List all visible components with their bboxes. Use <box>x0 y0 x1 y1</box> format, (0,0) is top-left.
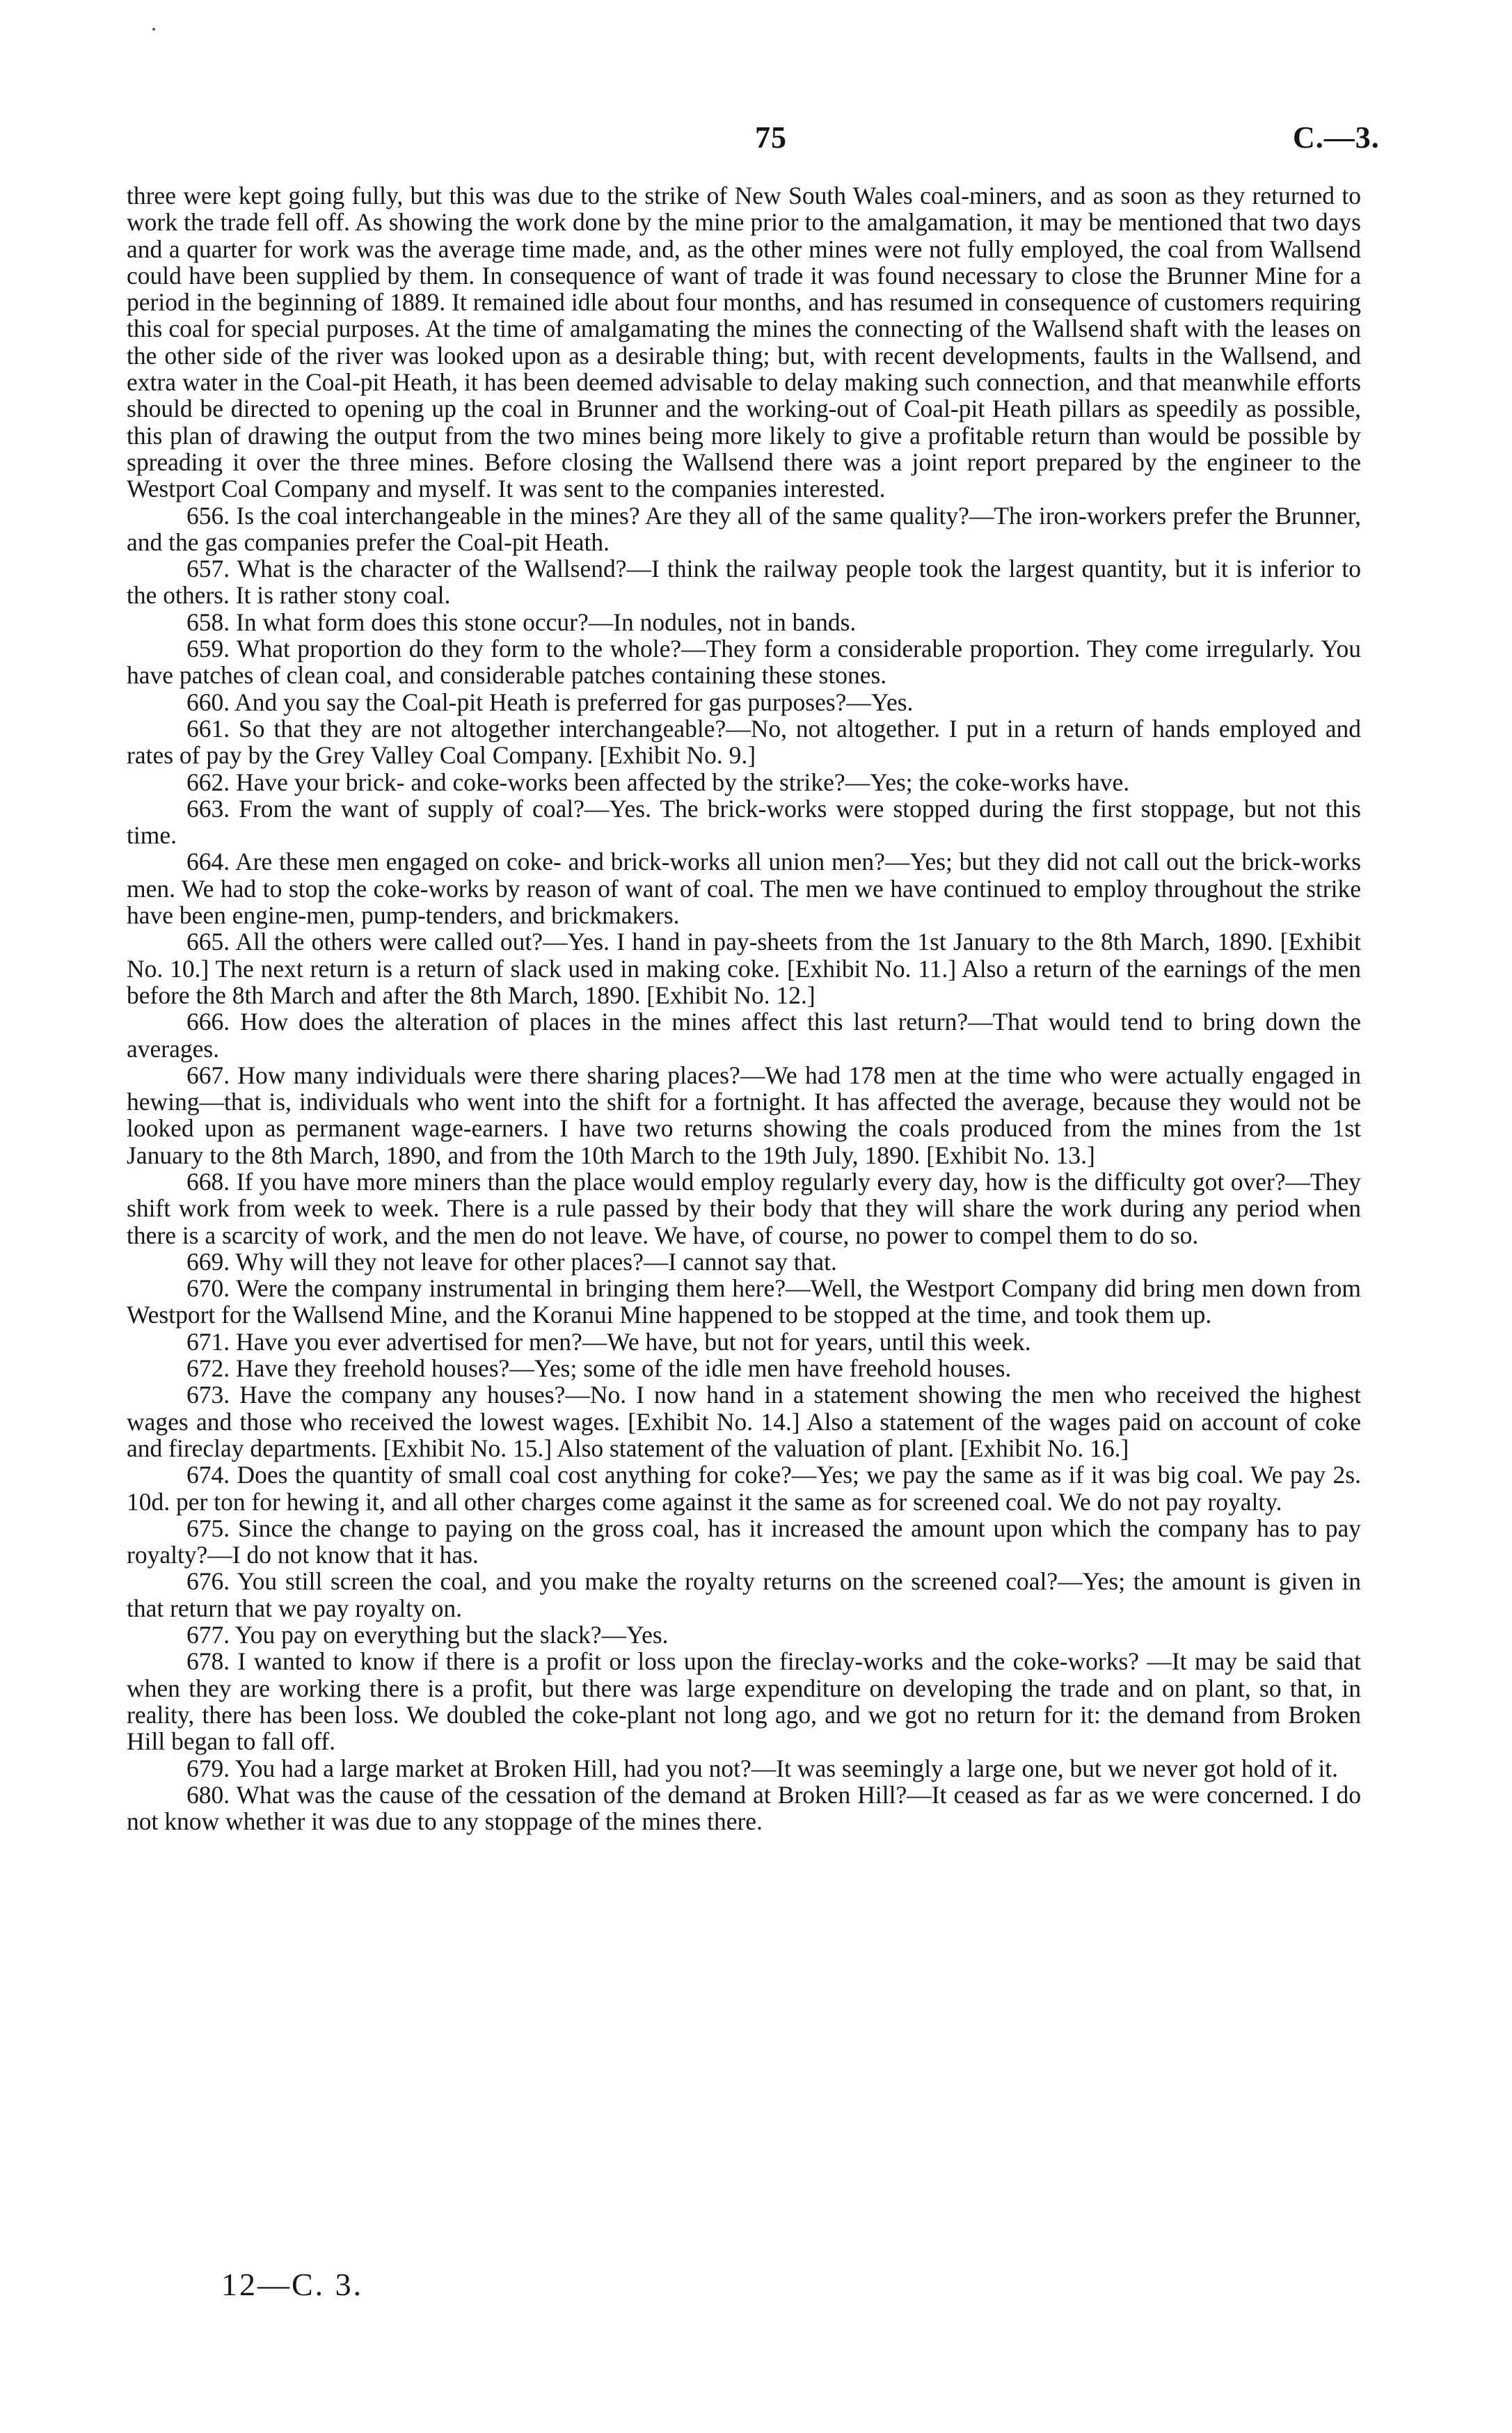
qa-678: 678. I wanted to know if there is a profit or loss upon the fireclay-works and the coke-works? —It may be said that when they are working there is a profit, but there was large expenditure on developing the trade and on plant, so that, in reality, there has been loss. We doubled the coke-plant not long ago, and we got no return for it: the demand from Broken Hill began to fall off. <box>127 1647 1361 1756</box>
document-reference: C.—3. <box>1293 120 1380 154</box>
qa-657: 657. What is the character of the Wallsend?—I think the railway people took the largest quantity, but it is inferior to the others. It is rather stony coal. <box>127 555 1361 610</box>
qa-658: 658. In what form does this stone occur?—In nodules, not in bands. <box>186 608 857 636</box>
qa-668: 668. If you have more miners than the place would employ regularly every day, how is the difficulty got over?—They shift work from week to week. There is a rule passed by their body that they will share the work during any period when there is a scarcity of work, and the men do not leave. We have, of course, no power to compel them to do so. <box>127 1167 1361 1249</box>
body-text <box>127 182 1361 1834</box>
qa-664: 664. Are these men engaged on coke- and brick-works all union men?—Yes; but they did not call out the brick-works men. We had to stop the coke-works by reason of want of coal. The men we have continued to employ throughout the strike have been engine-men, pump-tenders, and brickmakers. <box>127 848 1361 930</box>
signature-mark: 12—C. 3. <box>221 2267 364 2302</box>
qa-665: 665. All the others were called out?—Yes. I hand in pay-sheets from the 1st January to the 8th March, 1890. [Exhibit No. 10.] The next return is a return of slack used in making coke. [Exhibit No. 11.] Also a return of the earnings of the men before the 8th March and after the 8th March, 1890. [Exhibit No. 12.] <box>127 928 1361 1009</box>
qa-659: 659. What proportion do they form to the whole?—They form a considerable proportion. They come irregularly. You have patches of clean coal, and considerable patches containing these stones. <box>127 635 1361 690</box>
qa-670: 670. Were the company instrumental in bringing them here?—Well, the Westport Company did bring men down from Westport for the Wallsend Mine, and the Koranui Mine happened to be stopped at the time, and took them up. <box>127 1274 1361 1329</box>
qa-667: 667. How many individuals were there sharing places?—We had 178 men at the time who were actually engaged in hewing—that is, individuals who went into the shift for a fortnight. It has affected the average, because they would not be looked upon as permanent wage-earners. I have two returns showing the coals produced from the mines from the 1st January to the 8th March, 1890, and from the 10th March to the 19th July, 1890. [Exhibit No. 13.] <box>127 1061 1361 1169</box>
qa-661: 661. So that they are not altogether interchangeable?—No, not altogether. I put in a return of hands employed and rates of pay by the Grey Valley Coal Company. [Exhibit No. 9.] <box>127 714 1361 770</box>
qa-676: 676. You still screen the coal, and you make the royalty returns on the screened coal?—Yes; the amount is given in that return that we pay royalty on. <box>127 1567 1361 1622</box>
qa-666: 666. How does the alteration of places in the mines affect this last return?—That would tend to bring down the averages. <box>127 1008 1361 1063</box>
paragraph-continued: three were kept going fully, but this was due to the strike of New South Wales coal-miners, and as soon as they returned to work the trade fell off. As showing the work done by the mine prior to the amalgamation, it may be mentioned that two days and a quarter for work was the average time made, and, as the other mines were not fully employed, the coal from Wallsend could have been supplied by them. In consequence of want of trade it was found necessary to close the Brunner Mine for a period in the beginning of 1889. It remained idle about four months, and has resumed in consequence of customers requiring this coal for special purposes. At the time of amalgamating the mines the connecting of the Wallsend shaft with the leases on the other side of the river was looked upon as a desirable thing; but, with recent developments, faults in the Wallsend, and extra water in the Coal-pit Heath, it has been deemed advisable to delay making such connection, and that meanwhile efforts should be directed to opening up the coal in Brunner and the working-out of Coal-pit Heath pillars as speedily as possible, this plan of drawing the output from the two mines being more likely to give a profitable return than would be possible by spreading it over the three mines. Before closing the Wallsend there was a joint report prepared by the engineer to the Westport Coal Company and myself. It was sent to the companies interested. <box>127 182 1361 503</box>
qa-656: 656. Is the coal interchangeable in the mines? Are they all of the same quality?—The iron-workers prefer the Brunner, and the gas companies prefer the Coal-pit Heath. <box>127 501 1361 556</box>
qa-673: 673. Have the company any houses?—No. I now hand in a statement showing the men who received the highest wages and those who received the lowest wages. [Exhibit No. 14.] Also a statement of the wages paid on account of coke and fireclay departments. [Exhibit No. 15.] Also statement of the valuation of plant. [Exhibit No. 16.] <box>127 1381 1361 1462</box>
qa-679: 679. You had a large market at Broken Hill, had you not?—It was seemingly a large one, but we never got hold of it. <box>186 1754 1338 1782</box>
qa-680: 680. What was the cause of the cessation of the demand at Broken Hill?—It ceased as far as we were concerned. I do not know whether it was due to any stoppage of the mines there. <box>127 1780 1361 1836</box>
qa-663: 663. From the want of supply of coal?—Yes. The brick-works were stopped during the first stoppage, but not this time. <box>127 794 1361 850</box>
stray-mark <box>152 28 155 31</box>
qa-660: 660. And you say the Coal-pit Heath is preferred for gas purposes?—Yes. <box>186 688 914 716</box>
qa-662: 662. Have your brick- and coke-works been affected by the strike?—Yes; the coke-works have. <box>186 768 1130 796</box>
qa-672: 672. Have they freehold houses?—Yes; some of the idle men have freehold houses. <box>186 1354 1012 1383</box>
qa-674: 674. Does the quantity of small coal cost anything for coke?—Yes; we pay the same as if it was big coal. We pay 2s. 10d. per ton for hewing it, and all other charges come against it the same as for screened coal. We do not pay royalty. <box>127 1461 1361 1516</box>
qa-671: 671. Have you ever advertised for men?—We have, but not for years, until this week. <box>186 1327 1031 1356</box>
qa-669: 669. Why will they not leave for other places?—I cannot say that. <box>186 1247 837 1276</box>
qa-675: 675. Since the change to paying on the gross coal, has it increased the amount upon which the company has to pay royalty?—I do not know that it has. <box>127 1514 1361 1569</box>
qa-677: 677. You pay on everything but the slack?—Yes. <box>186 1621 669 1649</box>
page-number: 75 <box>755 120 787 154</box>
